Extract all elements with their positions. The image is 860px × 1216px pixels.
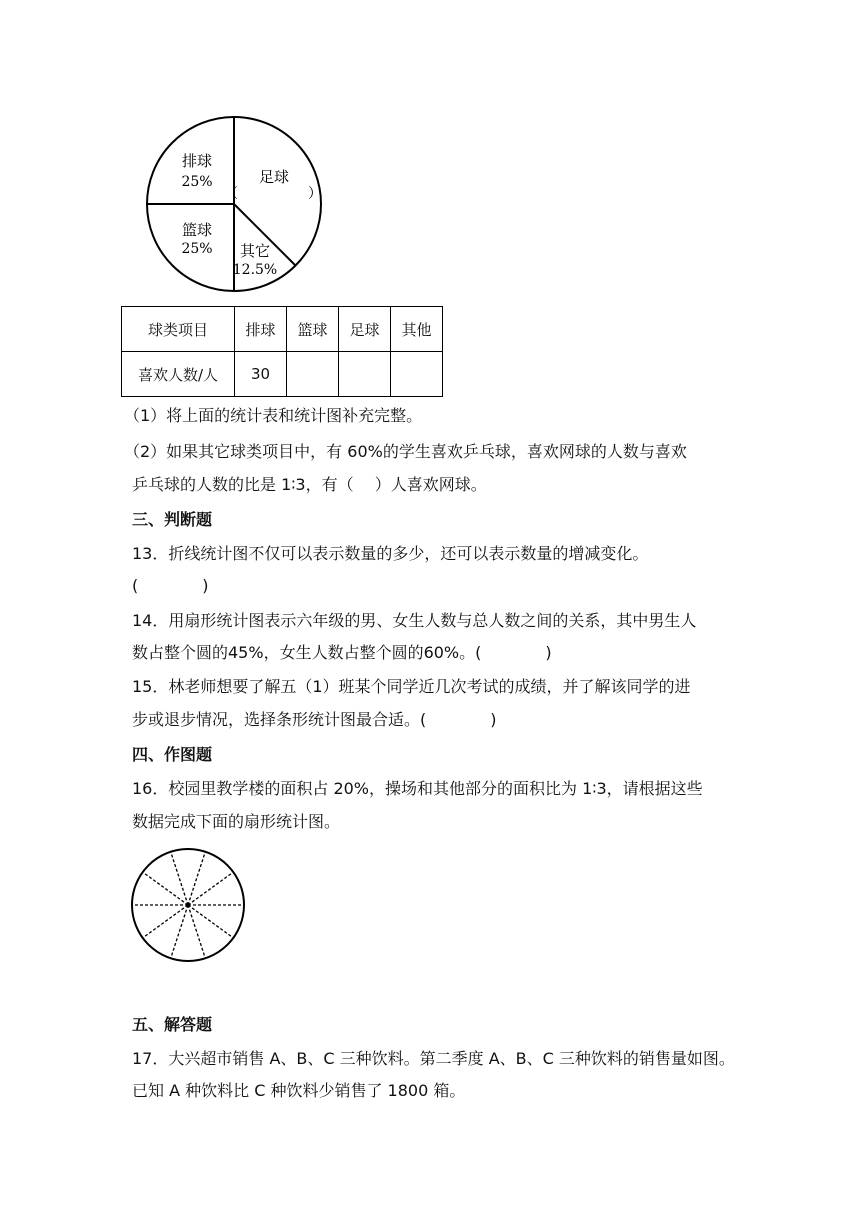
table-header-row: [122, 307, 443, 352]
table-header-cell: 足球: [339, 307, 391, 352]
table-header-cell: 球类项目: [122, 307, 235, 352]
section-3-heading: 三、判断题: [132, 510, 213, 529]
q12-part2-line1: （2）如果其它球类项目中，有 60%的学生喜欢乒乓球，喜欢网球的人数与喜欢: [124, 442, 687, 461]
table-cell: 喜欢人数/人: [122, 352, 235, 397]
q13-line1: 13．折线统计图不仅可以表示数量的多少，还可以表示数量的增减变化。: [132, 544, 649, 563]
ball-preference-pie-chart: [140, 112, 330, 302]
blank-divided-pie-chart: [128, 848, 250, 964]
table-header-cell: 篮球: [287, 307, 339, 352]
table-cell: 30: [235, 352, 287, 397]
section-5-heading: 五、解答题: [132, 1015, 213, 1034]
spoke-line: [171, 853, 188, 905]
spoke-line: [188, 873, 232, 905]
spoke-line: [144, 905, 188, 937]
table-cell-blank: [339, 352, 391, 397]
slice-label-football: 足球: [258, 168, 290, 186]
q15-line2: 步或退步情况，选择条形统计图最合适。( ): [132, 710, 497, 729]
table-header-cell: 排球: [235, 307, 287, 352]
q15-line1: 15．林老师想要了解五（1）班某个同学近几次考试的成绩，并了解该同学的进: [132, 677, 691, 696]
spoke-line: [171, 905, 188, 957]
spoke-line: [188, 905, 232, 937]
q12-part2-line2: 乒乓球的人数的比是 1∶3，有（ ）人喜欢网球。: [132, 475, 487, 494]
q14-line1: 14．用扇形统计图表示六年级的男、女生人数与总人数之间的关系，其中男生人: [132, 611, 697, 630]
q17-line2: 已知 A 种饮料比 C 种饮料少销售了 1800 箱。: [132, 1081, 466, 1100]
slice-value-volleyball: 25%: [181, 174, 213, 190]
q17-line1: 17．大兴超市销售 A、B、C 三种饮料。第二季度 A、B、C 三种饮料的销售量如图。: [132, 1049, 735, 1068]
slice-value-football: （ ）: [224, 186, 322, 202]
slice-label-basketball: 篮球: [181, 221, 213, 239]
q13-answer-blank: ( ): [132, 576, 209, 595]
q14-line2: 数占整个圆的45%，女生人数占整个圆的60%。( ): [132, 643, 552, 662]
table-row: [122, 352, 443, 397]
spoke-line: [188, 905, 205, 957]
slice-label-other: 其它: [239, 242, 271, 260]
q12-part1: （1）将上面的统计表和统计图补充完整。: [124, 406, 423, 425]
ball-preference-table: [121, 306, 443, 397]
slice-value-other: 12.5%: [232, 262, 278, 278]
spoke-line: [188, 853, 205, 905]
q16-line1: 16．校园里教学楼的面积占 20%，操场和其他部分的面积比为 1∶3，请根据这些: [132, 779, 703, 798]
q16-line2: 数据完成下面的扇形统计图。: [132, 812, 341, 831]
table-header-cell: 其他: [391, 307, 443, 352]
section-4-heading: 四、作图题: [132, 745, 213, 764]
table-cell-blank: [287, 352, 339, 397]
table-cell-blank: [391, 352, 443, 397]
slice-label-volleyball: 排球: [181, 152, 213, 170]
slice-value-basketball: 25%: [181, 241, 213, 257]
spoke-line: [144, 873, 188, 905]
